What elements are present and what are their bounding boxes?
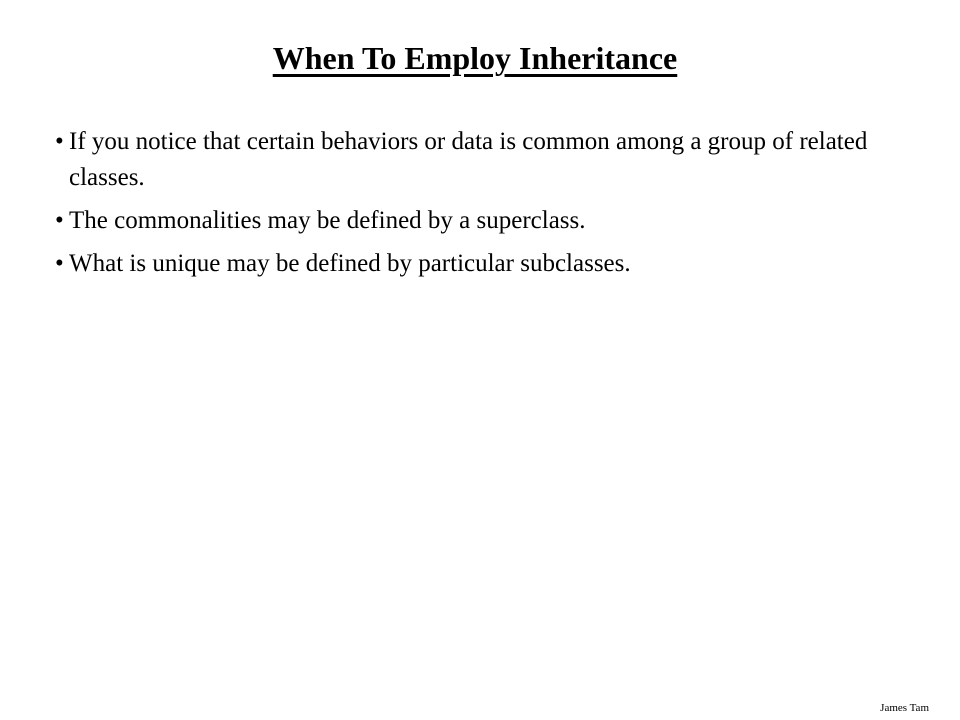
bullet-item	[55, 124, 915, 196]
bullet-text: If you notice that certain behaviors or data is common among a group of related classes.	[69, 128, 868, 191]
bullet-text: The commonalities may be defined by a superclass.	[69, 207, 586, 234]
bullet-icon: •	[55, 250, 64, 277]
bullet-list	[55, 124, 915, 289]
bullet-icon: •	[55, 207, 64, 234]
bullet-item	[55, 203, 915, 239]
bullet-icon: •	[55, 128, 64, 155]
bullet-text: What is unique may be defined by particular subclasses.	[69, 250, 631, 277]
slide-title: When To Employ Inheritance	[272, 40, 678, 76]
author-footer: James Tam	[880, 702, 929, 714]
bullet-item	[55, 246, 915, 282]
